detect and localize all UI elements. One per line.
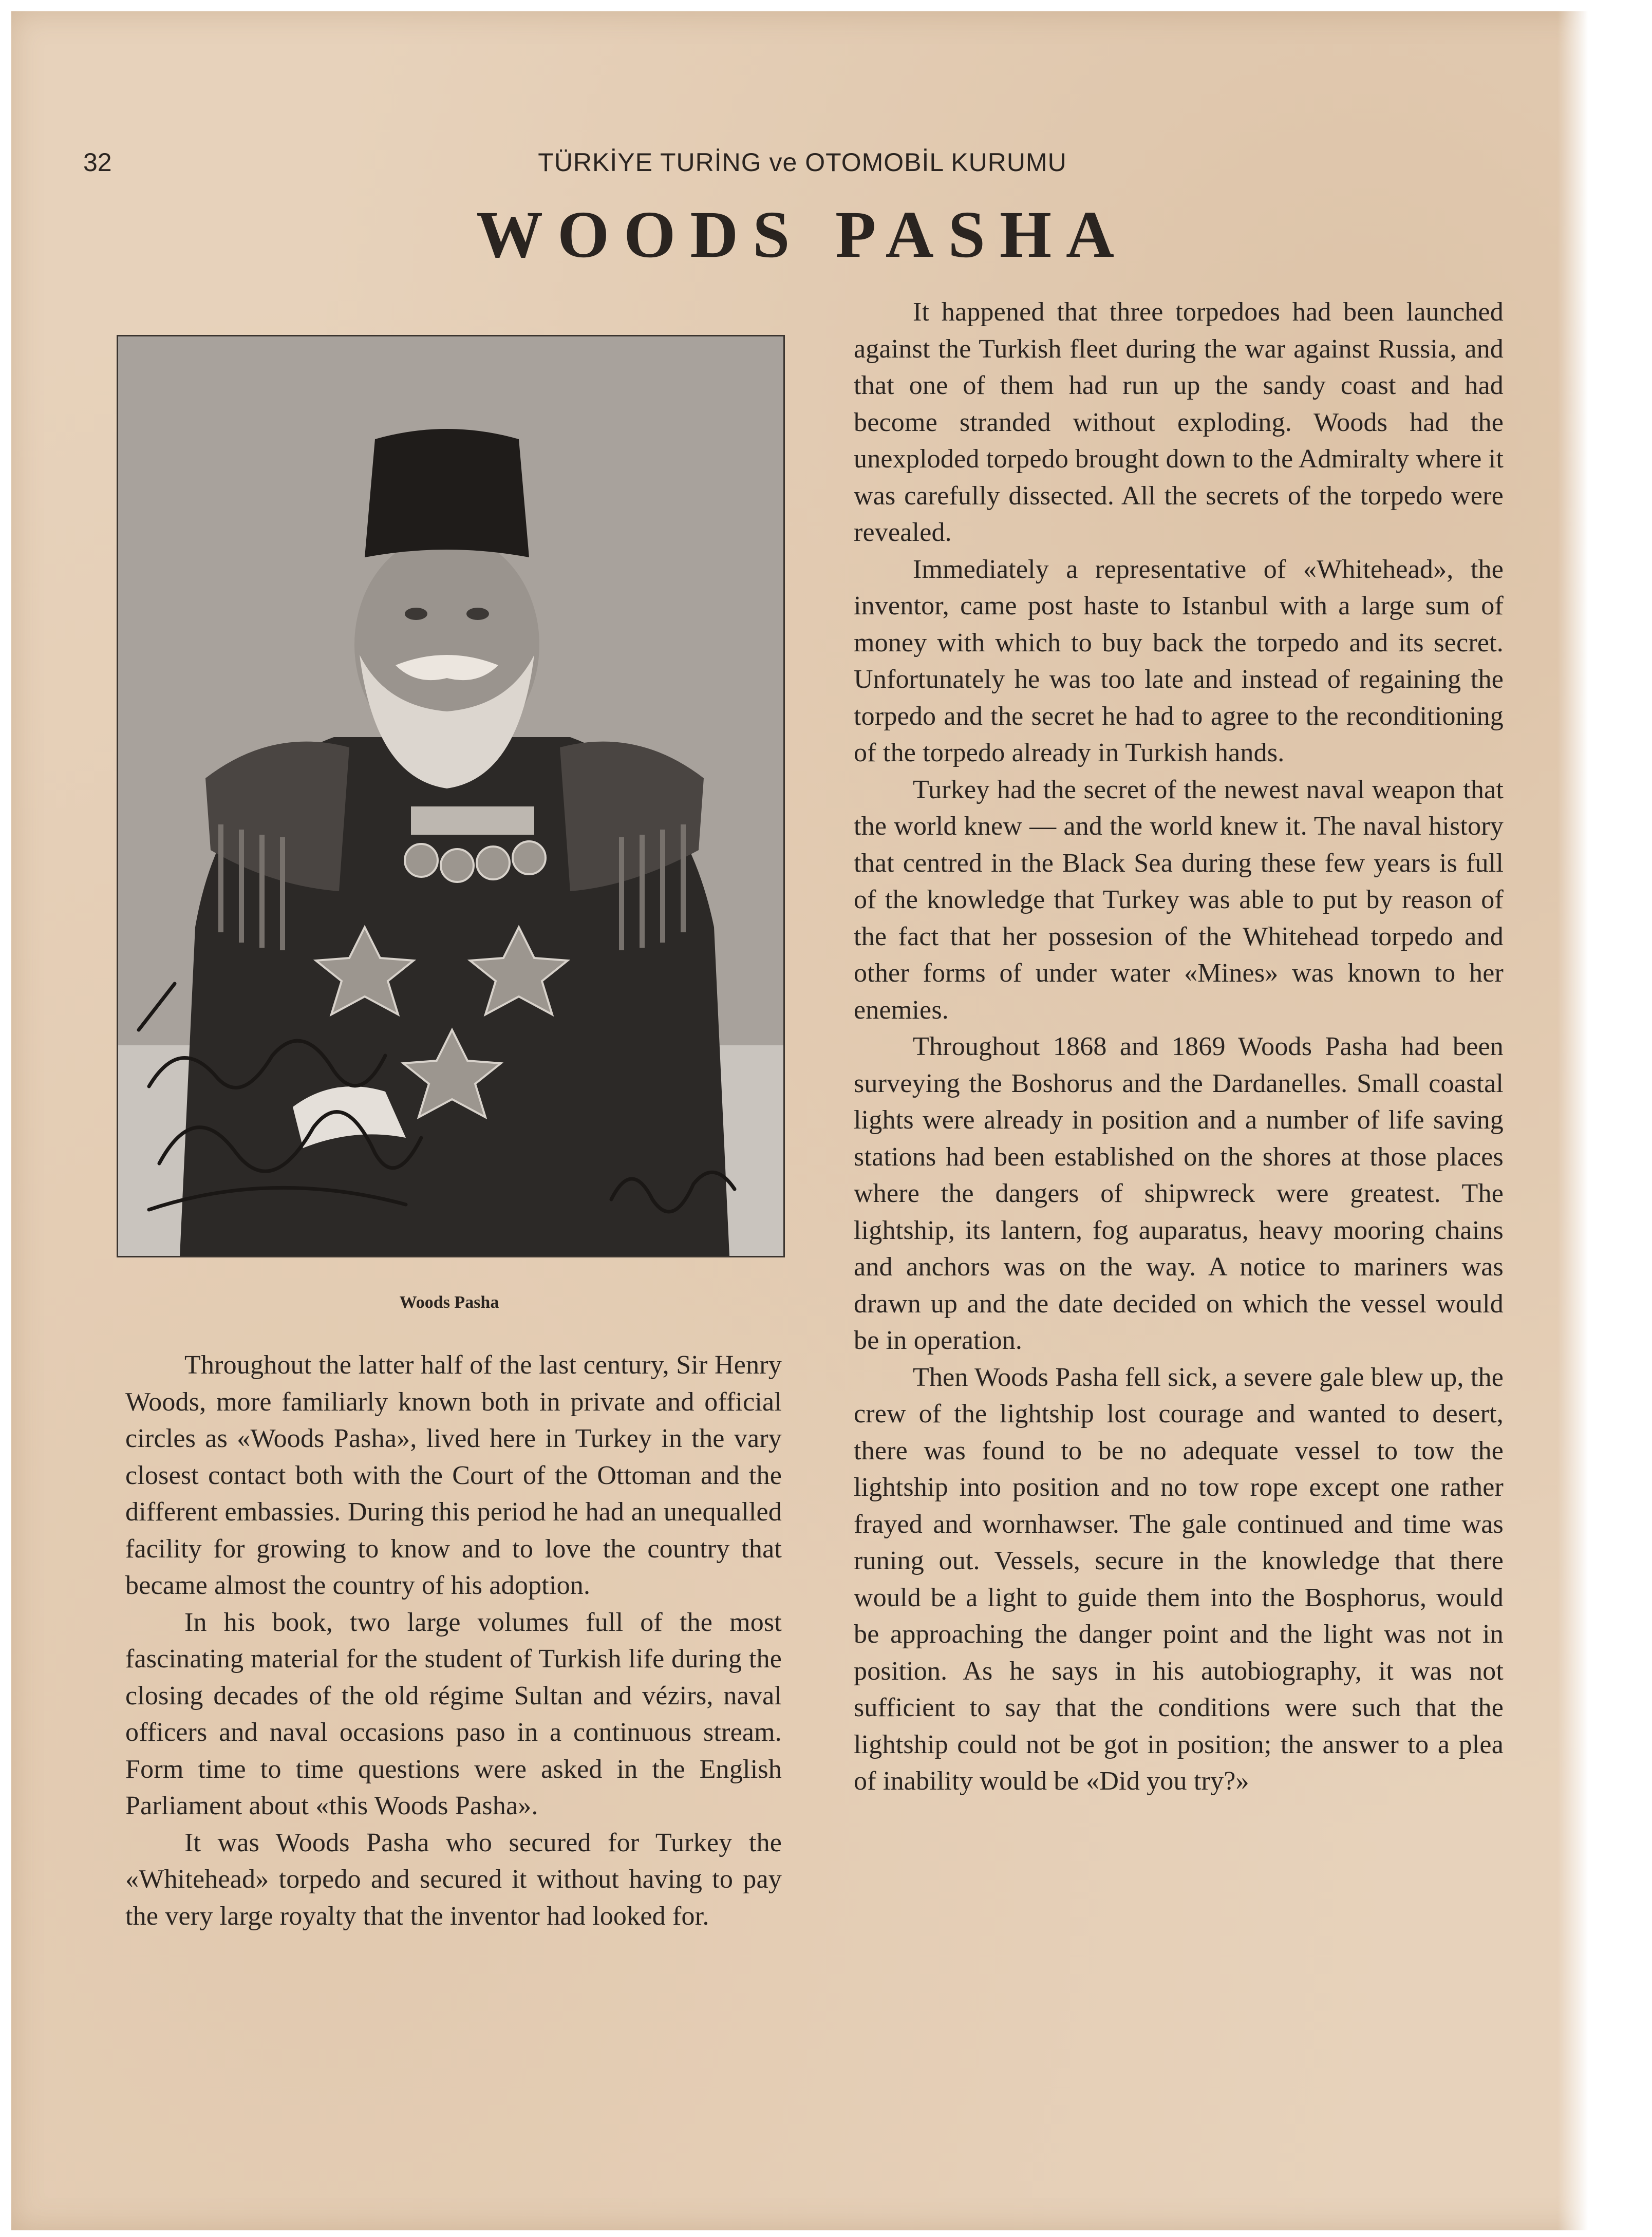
page-number: 32: [83, 148, 112, 177]
photo-caption: Woods Pasha: [399, 1293, 499, 1312]
magazine-page: [11, 11, 1593, 2230]
left-column: [125, 1347, 782, 1934]
paragraph: Throughout 1868 and 1869 Woods Pasha had been surveying the Boshorus and the Dardanelles. Small coastal lights were already in position and a number of life saving stations had been established on the shores at those places where the dangers of shipwreck were greatest. The lightship, its lantern, fog auparatus, heavy mooring chains and anchors was on the way. A notice to mariners was drawn up and the date decided on which the vessel would be in operation.: [854, 1032, 1504, 1355]
article-title: WOODS PASHA: [476, 198, 1129, 272]
paragraph: Throughout the latter half of the last century, Sir Henry Woods, more familiarly known both in private and official circles as «Woods Pasha», lived here in Turkey in the vary closest contact both with the Court of the Ottoman and the different embassies. During this period he had an unequalled facility for growing to know and to love the country that became almost the country of his adoption.: [125, 1350, 782, 1600]
paragraph: It happened that three torpedoes had been launched against the Turkish fleet during the war against Russia, and that one of them had run up the sandy coast and had become stranded without exploding. Woods had the unexploded torpedo brought down to the Admiralty where it was carefully dissected. All the secrets of the torpedo were revealed.: [854, 297, 1504, 547]
portrait-illustration: [118, 336, 783, 1256]
right-column: [854, 294, 1504, 1800]
paragraph: Turkey had the secret of the newest naval weapon that the world knew — and the world knew it. The naval history that centred in the Black Sea during these few years is full of the knowledge that Turkey was able to put by reason of the fact that her possesion of the Whitehead torpedo and other forms of under water «Mines» was known to her enemies.: [854, 775, 1504, 1025]
torn-page-edge: [1557, 11, 1593, 2230]
running-head: TÜRKİYE TURİNG ve OTOMOBİL KURUMU: [538, 148, 1067, 177]
paragraph: Then Woods Pasha fell sick, a severe gale blew up, the crew of the lightship lost courage and wanted to desert, there was found to be no adequate vessel to tow the lightship into position and no tow rope except one rather frayed and wornhawser. The gale continued and time was runing out. Vessels, secure in the knowledge that there would be a light to guide them into the Bosphorus, would be approaching the danger point and the light was not in position. As he says in his autobiography, it was not sufficient to say that the conditions were such that the lightship could not be got in position; the answer to a plea of inability would be «Did you try?»: [854, 1362, 1504, 1796]
page-header: [11, 147, 1593, 183]
paragraph: Immediately a representative of «Whitehead», the inventor, came post haste to Istanbul with a large sum of money with which to buy back the torpedo and its secret. Unfortunately he was too late and instead of regaining the torpedo and the secret he had to agree to the reconditioning of the torpedo already in Turkish hands.: [854, 554, 1504, 767]
portrait-photo: [117, 335, 785, 1257]
paragraph: In his book, two large volumes full of the most fascinating material for the student of Turkish life during the closing decades of the old régime Sultan and vézirs, naval officers and naval occasions paso in a continuous stream. Form time to time questions were asked in the English Parliament about «this Woods Pasha».: [125, 1607, 782, 1820]
paragraph: It was Woods Pasha who secured for Turkey the «Whitehead» torpedo and secured it without having to pay the very large royalty that the inventor had looked for.: [125, 1828, 782, 1931]
